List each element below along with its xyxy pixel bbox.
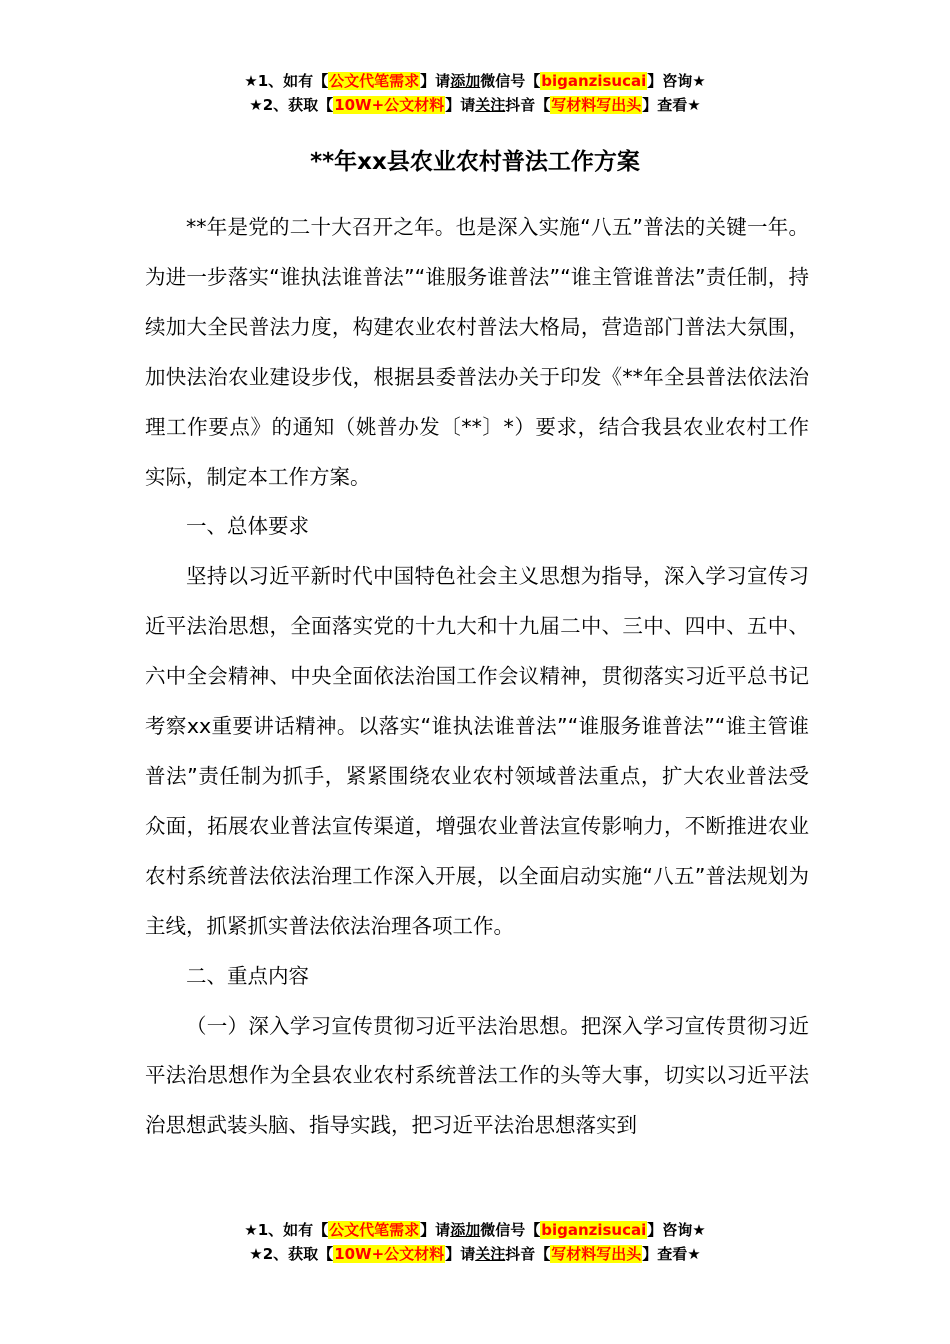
promo-wechat-id: biganzisucai bbox=[541, 1221, 647, 1239]
promo-text: 微信号【 bbox=[480, 1221, 541, 1239]
promo-line-1 bbox=[0, 69, 950, 93]
promo-text: ★1、如有【 bbox=[244, 1221, 329, 1239]
promo-text: 】请 bbox=[420, 72, 451, 90]
promo-highlight: 公文代笔需求 bbox=[329, 72, 420, 90]
promo-highlight: 10W+公文材料 bbox=[334, 96, 445, 114]
promo-line-2 bbox=[0, 1242, 950, 1266]
section-heading: 一、总体要求 bbox=[186, 514, 309, 539]
promo-text: 】请 bbox=[445, 96, 476, 114]
promo-text: 】咨询★ bbox=[647, 1221, 706, 1239]
promo-douyin-account: 写材料写出头 bbox=[551, 96, 642, 114]
promo-text: 】查看★ bbox=[642, 1245, 701, 1263]
body-paragraph: （一）深入学习宣传贯彻习近平法治思想。把深入学习宣传贯彻习近平法治思想作为全县农业农村系统普法工作的头等大事，切实以习近平法治思想武装头脑、指导实践，把习近平法治思想落实到 bbox=[145, 1013, 809, 1138]
promo-text: 抖音【 bbox=[505, 96, 551, 114]
body-paragraph: 坚持以习近平新时代中国特色社会主义思想为指导，深入学习宣传习近平法治思想，全面落实党的十九大和十九届二中、三中、四中、五中、六中全会精神、中央全面依法治国工作会议精神，贯彻落实习近平总书记考察xx重要讲话精神。以落实“谁执法谁普法”“谁服务谁普法”“谁主管谁普法”责任制为抓手，紧紧围绕农业农村领域普法重点，扩大农业普法受众面，拓展农业普法宣传渠道，增强农业普法宣传影响力，不断推进农业农村系统普法依法治理工作深入开展，以全面启动实施“八五”普法规划为主线，抓紧抓实普法依法治理各项工作。 bbox=[145, 564, 809, 938]
promo-highlight: 10W+公文材料 bbox=[334, 1245, 445, 1263]
promo-banner-top bbox=[0, 69, 950, 117]
promo-text: 】请 bbox=[445, 1245, 476, 1263]
promo-text: ★2、获取【 bbox=[249, 1245, 334, 1263]
intro-paragraph: **年是党的二十大召开之年。也是深入实施“八五”普法的关键一年。为进一步落实“谁执法谁普法”“谁服务谁普法”“谁主管谁普法”责任制，持续加大全民普法力度，构建农业农村普法大格局，营造部门普法大氛围，加快法治农业建设步伐，根据县委普法办关于印发《**年全县普法依法治理工作要点》的通知（姚普办发〔**〕*）要求，结合我县农业农村工作实际，制定本工作方案。 bbox=[145, 215, 809, 489]
promo-text: 抖音【 bbox=[505, 1245, 551, 1263]
promo-text: 】请 bbox=[420, 1221, 451, 1239]
section-heading: 二、重点内容 bbox=[186, 963, 309, 988]
promo-text: ★1、如有【 bbox=[244, 72, 329, 90]
promo-underlined: 添加 bbox=[450, 1221, 481, 1239]
promo-underlined: 关注 bbox=[475, 1245, 506, 1263]
document-body bbox=[145, 203, 809, 1151]
promo-line-2 bbox=[0, 93, 950, 117]
promo-underlined: 添加 bbox=[450, 72, 481, 90]
promo-text: 】咨询★ bbox=[647, 72, 706, 90]
promo-text: 】查看★ bbox=[642, 96, 701, 114]
promo-text: ★2、获取【 bbox=[249, 96, 334, 114]
promo-underlined: 关注 bbox=[475, 96, 506, 114]
promo-text: 微信号【 bbox=[480, 72, 541, 90]
promo-line-1 bbox=[0, 1218, 950, 1242]
promo-douyin-account: 写材料写出头 bbox=[551, 1245, 642, 1263]
document-title: **年xx县农业农村普法工作方案 bbox=[310, 149, 640, 175]
promo-wechat-id: biganzisucai bbox=[541, 72, 647, 90]
promo-banner-bottom bbox=[0, 1218, 950, 1266]
promo-highlight: 公文代笔需求 bbox=[329, 1221, 420, 1239]
